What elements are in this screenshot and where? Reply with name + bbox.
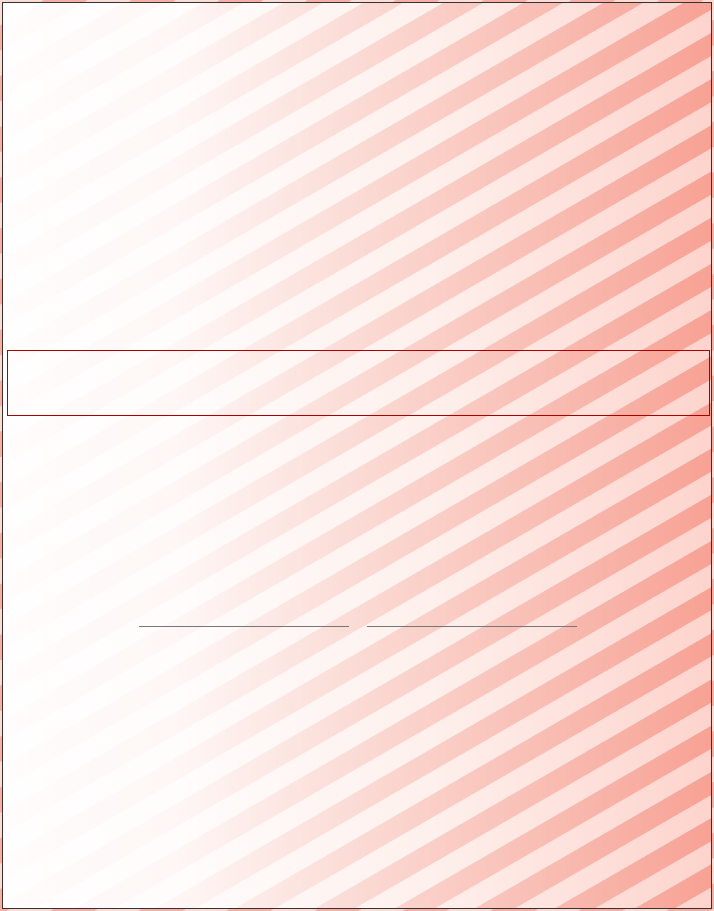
standard-trans	[343, 457, 346, 470]
baseline-row	[7, 100, 710, 117]
additional-tests-box	[7, 350, 710, 416]
divider	[139, 626, 349, 627]
footnotes-heading	[351, 620, 367, 632]
standard-fuel	[343, 489, 346, 502]
standard-tires	[343, 473, 346, 486]
footnotes-title	[3, 620, 712, 632]
divider	[367, 626, 577, 627]
performance-sheet	[2, 2, 712, 909]
